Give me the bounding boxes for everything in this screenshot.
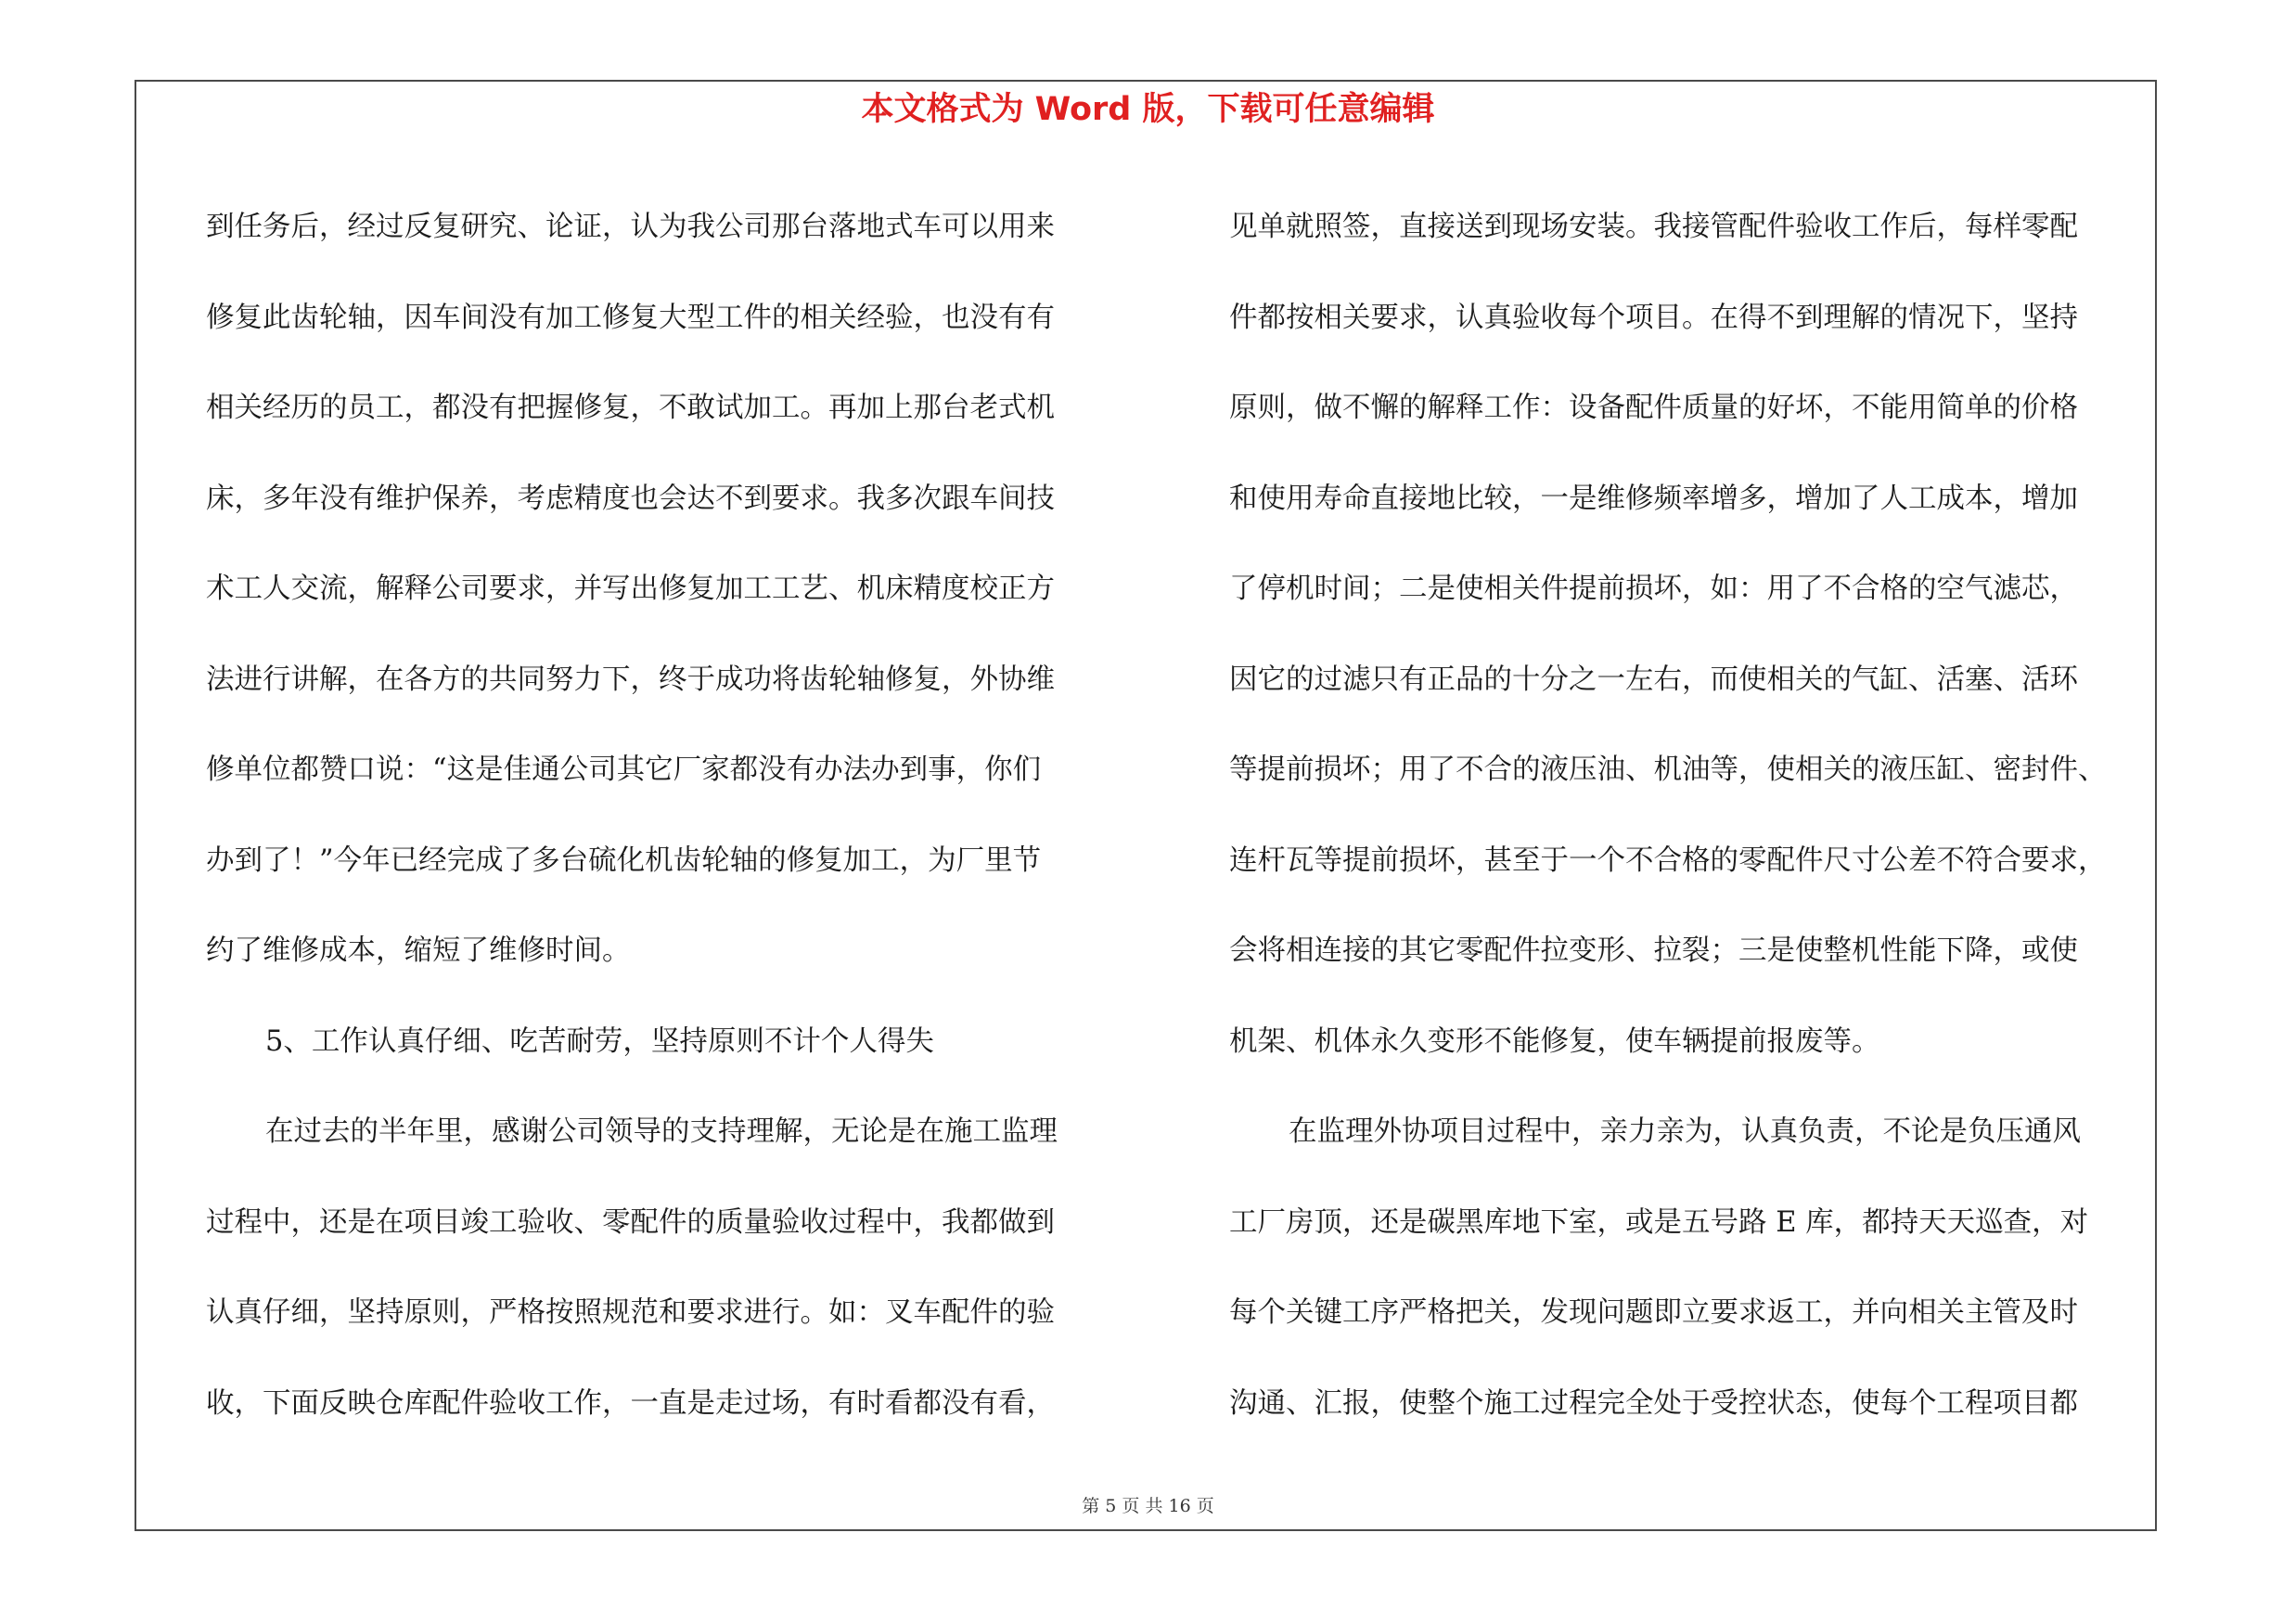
left-text-column bbox=[206, 182, 1148, 1449]
paragraph-start-line: 在监理外协项目过程中，亲力亲为，认真负责，不论是负压通风 bbox=[1289, 1115, 2081, 1148]
text-line: 连杆瓦等提前损坏，甚至于一个不合格的零配件尺寸公差不符合要求， bbox=[1229, 844, 2107, 877]
text-line: 见单就照签，直接送到现场安装。我接管配件验收工作后，每样零配 bbox=[1229, 211, 2078, 243]
format-notice-banner: 本文格式为 Word 版，下载可任意编辑 bbox=[861, 91, 1435, 128]
text-line: 沟通、汇报，使整个施工过程完全处于受控状态，使每个工程项目都 bbox=[1229, 1386, 2078, 1420]
text-line: 机架、机体永久变形不能修复，使车辆提前报废等。 bbox=[1229, 1024, 1880, 1058]
page-number-footer: 第 5 页 共 16 页 bbox=[1082, 1496, 1214, 1516]
text-line: 会将相连接的其它零配件拉变形、拉裂；三是使整机性能下降，或使 bbox=[1229, 934, 2078, 967]
text-line: 工厂房顶，还是碳黑库地下室，或是五号路 E 库，都持天天巡查，对 bbox=[1229, 1205, 2089, 1239]
text-line: 因它的过滤只有正品的十分之一左右，而使相关的气缸、活塞、活环 bbox=[1229, 663, 2078, 696]
text-line: 修单位都赞口说：“这是佳通公司其它厂家都没有办法办到事，你们 bbox=[206, 754, 1042, 786]
text-line: 等提前损坏；用了不合的液压油、机油等，使相关的液压缸、密封件、 bbox=[1229, 754, 2107, 786]
text-line: 修复此齿轮轴，因车间没有加工修复大型工件的相关经验，也没有有 bbox=[206, 301, 1055, 334]
text-line: 约了维修成本，缩短了维修时间。 bbox=[206, 934, 631, 967]
text-line: 床，多年没有维护保养，考虑精度也会达不到要求。我多次跟车间技 bbox=[206, 482, 1055, 515]
text-line: 办到了！”今年已经完成了多台硫化机齿轮轴的修复加工，为厂里节 bbox=[206, 844, 1042, 877]
paragraph-start-line: 在过去的半年里，感谢公司领导的支持理解，无论是在施工监理 bbox=[265, 1115, 1058, 1148]
section-heading: 5、工作认真仔细、吃苦耐劳，坚持原则不计个人得失 bbox=[265, 1024, 934, 1058]
text-line: 法进行讲解，在各方的共同努力下，终于成功将齿轮轴修复，外协维 bbox=[206, 663, 1055, 696]
text-line: 件都按相关要求，认真验收每个项目。在得不到理解的情况下，坚持 bbox=[1229, 301, 2078, 334]
text-line: 收，下面反映仓库配件验收工作，一直是走过场，有时看都没有看， bbox=[206, 1386, 1055, 1420]
text-line: 到任务后，经过反复研究、论证，认为我公司那台落地式车可以用来 bbox=[206, 211, 1055, 243]
text-line: 相关经历的员工，都没有把握修复，不敢试加工。再加上那台老式机 bbox=[206, 392, 1055, 424]
text-line: 每个关键工序严格把关，发现问题即立要求返工，并向相关主管及时 bbox=[1229, 1296, 2078, 1329]
text-line: 原则，做不懈的解释工作：设备配件质量的好坏，不能用简单的价格 bbox=[1229, 392, 2078, 424]
text-line: 术工人交流，解释公司要求，并写出修复加工工艺、机床精度校正方 bbox=[206, 573, 1055, 605]
text-line: 和使用寿命直接地比较，一是维修频率增多，增加了人工成本，增加 bbox=[1229, 482, 2078, 515]
text-line: 过程中，还是在项目竣工验收、零配件的质量验收过程中，我都做到 bbox=[206, 1205, 1055, 1239]
text-line: 了停机时间；二是使相关件提前损坏，如：用了不合格的空气滤芯， bbox=[1229, 573, 2078, 605]
right-text-column bbox=[1229, 182, 2171, 1449]
text-line: 认真仔细，坚持原则，严格按照规范和要求进行。如：叉车配件的验 bbox=[206, 1296, 1055, 1329]
